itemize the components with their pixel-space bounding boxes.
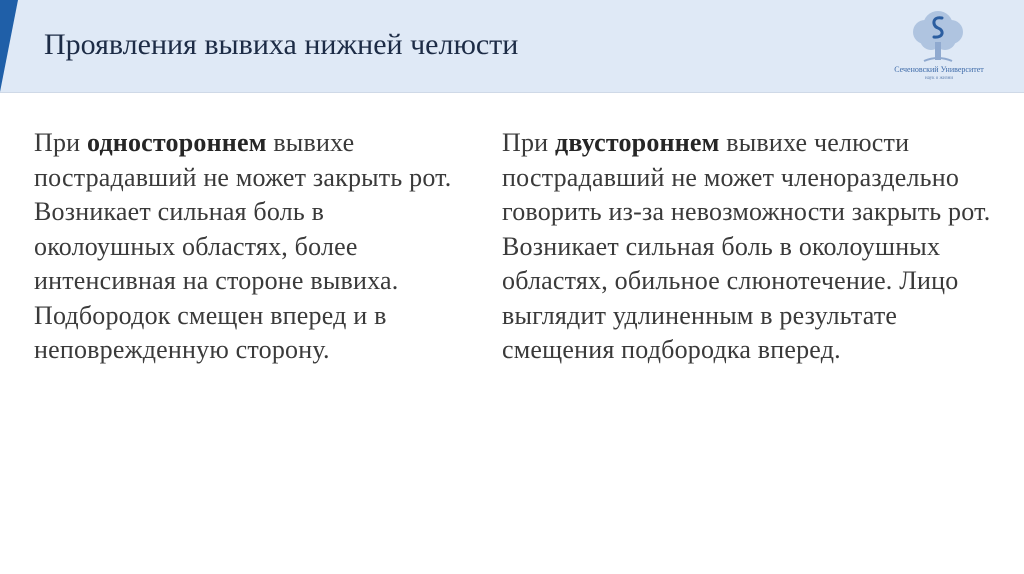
left-column-prefix: При [34, 128, 87, 157]
right-column-text [502, 126, 1002, 368]
right-column-body: вывихе челюсти пострадавший не может членораздельно говорить из-за невозможности закрыть рот. Возникает сильная боль в околоушных областях, обильное слюнотечение. Лицо выглядит удлиненным в результате смещения подбородка вперед. [502, 128, 991, 364]
accent-stripe [0, 0, 18, 92]
right-column-prefix: При [502, 128, 555, 157]
header-band [0, 0, 1024, 93]
logo-motto: наук о жизни [924, 76, 954, 81]
right-column-emphasis: двустороннем [555, 128, 720, 157]
left-column-text [34, 126, 454, 368]
slide-title: Проявления вывиха нижней челюсти [44, 28, 519, 61]
university-logo [880, 8, 998, 88]
left-column-body: вывихе пострадавший не может закрыть рот. Возникает сильная боль в околоушных областях, более интенсивная на стороне вывиха. Подбородок смещен вперед и в неповрежденную сторону. [34, 128, 452, 364]
left-column-emphasis: одностороннем [87, 128, 267, 157]
tree-logo-icon [906, 8, 970, 64]
logo-university-name: Сеченовский Университет [894, 65, 984, 74]
